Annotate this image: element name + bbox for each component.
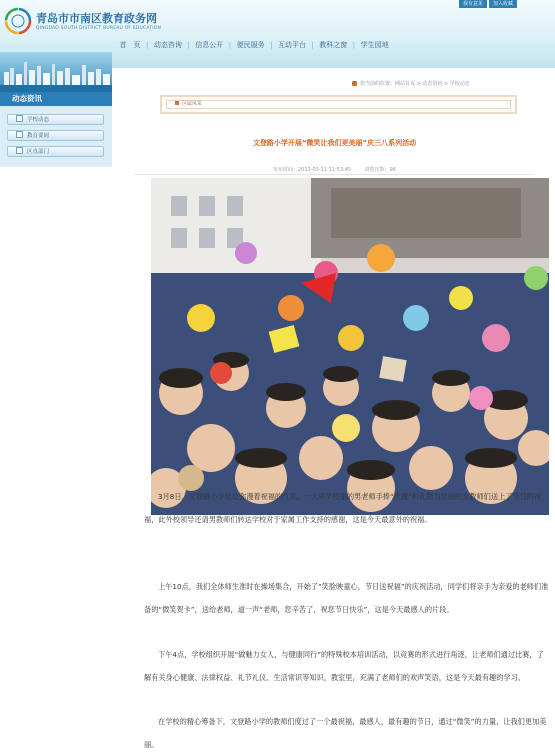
nav-interaction[interactable]: 互动平台 (277, 41, 306, 49)
article-meta (114, 166, 555, 173)
feedback-link[interactable]: 我有意见 (459, 0, 487, 8)
nav-separator: | (270, 41, 273, 49)
bureau-logo-icon (4, 7, 32, 35)
favorite-link[interactable]: 加入收藏 (489, 0, 517, 8)
nav-separator: | (352, 41, 356, 49)
section-title-box (166, 100, 511, 109)
home-icon (352, 81, 357, 86)
checkbox-icon (16, 115, 23, 122)
sidebar-item-district-departments[interactable] (7, 146, 104, 157)
article-paragraph: 3月8日，文登路小学处处弥漫着祝福的气氛。一大早学校里的男老师手捧“玫瑰”和礼物为学校的女教师们送上了节日的祝福，此外校领导还请男教师们转达学校对于家属工作支持的感谢，这是今天最意外的祝福。 (144, 492, 542, 524)
site-title[interactable]: 青岛市市南区教育政务网 (36, 12, 157, 25)
main-nav (114, 38, 394, 52)
section-title: 区属风采 (182, 101, 203, 107)
sidebar (0, 92, 112, 167)
nav-separator: | (187, 41, 190, 49)
sidebar-item-school-news[interactable] (7, 114, 104, 125)
site-subtitle: QINGDAO SOUTH DISTRICT BUREAU OF EDUCATION (36, 26, 162, 31)
view-count: 浏览次数：96 (364, 167, 397, 173)
article-photo (151, 178, 549, 515)
article-paragraph: 上午10点，我们全体师生准时在操场集合，开始了“笑脸映童心，节日送祝福”的庆祝活动，同学们将亲手为亲爱的老师们准备的“微笑贺卡”，送给老师，道一声“老师，您辛苦了，祝您节日快乐”，这是今天最感人的片段。 (144, 582, 549, 614)
bullet-icon (175, 101, 179, 105)
sidebar-heading: 动态资讯 (0, 92, 112, 106)
nav-separator: | (228, 41, 232, 49)
breadcrumb-text[interactable]: 您当前的位置：网站首页 > 动态资讯 > 学校动态 (360, 81, 470, 87)
nav-research[interactable]: 教科之窗 (319, 41, 348, 49)
sidebar-item-label: 学校动态 (27, 117, 50, 123)
top-links (459, 0, 517, 8)
checkbox-icon (16, 147, 23, 154)
article-paragraph: 下午4点，学校组织开展“做魅力女人，与健康同行”的特殊校本培训活动，以竞赛的形式进行角逐，让老师们通过比赛，了解有关身心健康、法律权益、礼节礼仪、生活常识等知识，教室里，充满了老师们的欢声笑语，这是今天最有趣的学习。 (144, 650, 544, 682)
nav-news[interactable]: 动态咨询 (153, 41, 182, 49)
article-title: 文登路小学开展“微笑让我们更美丽”庆三八系列活动 (252, 139, 417, 147)
nav-students[interactable]: 学生园地 (360, 41, 389, 49)
publish-date: 发布时间：2013-03-11 11:53:45 (272, 167, 352, 173)
nav-separator: | (311, 41, 314, 49)
nav-disclosure[interactable]: 信息公开 (195, 41, 224, 49)
main-content (114, 70, 555, 749)
article-paragraph: 在学校的精心筹备下，文登路小学的教师们度过了一个最祝福，最感人，最有趣的节日，通过“微笑”的力量，让我们更加美丽。 (144, 717, 547, 749)
city-skyline-image (0, 52, 112, 92)
nav-services[interactable]: 便民服务 (236, 41, 265, 49)
section-bar (160, 95, 517, 114)
sidebar-item-education-news[interactable] (7, 130, 104, 141)
divider (134, 174, 534, 175)
nav-home[interactable]: 首 页 (119, 41, 141, 49)
nav-separator: | (146, 41, 149, 49)
breadcrumb (352, 80, 470, 87)
sidebar-item-label: 教育要闻 (27, 133, 50, 139)
checkbox-icon (16, 131, 23, 138)
sidebar-item-label: 区直部门 (27, 149, 50, 155)
